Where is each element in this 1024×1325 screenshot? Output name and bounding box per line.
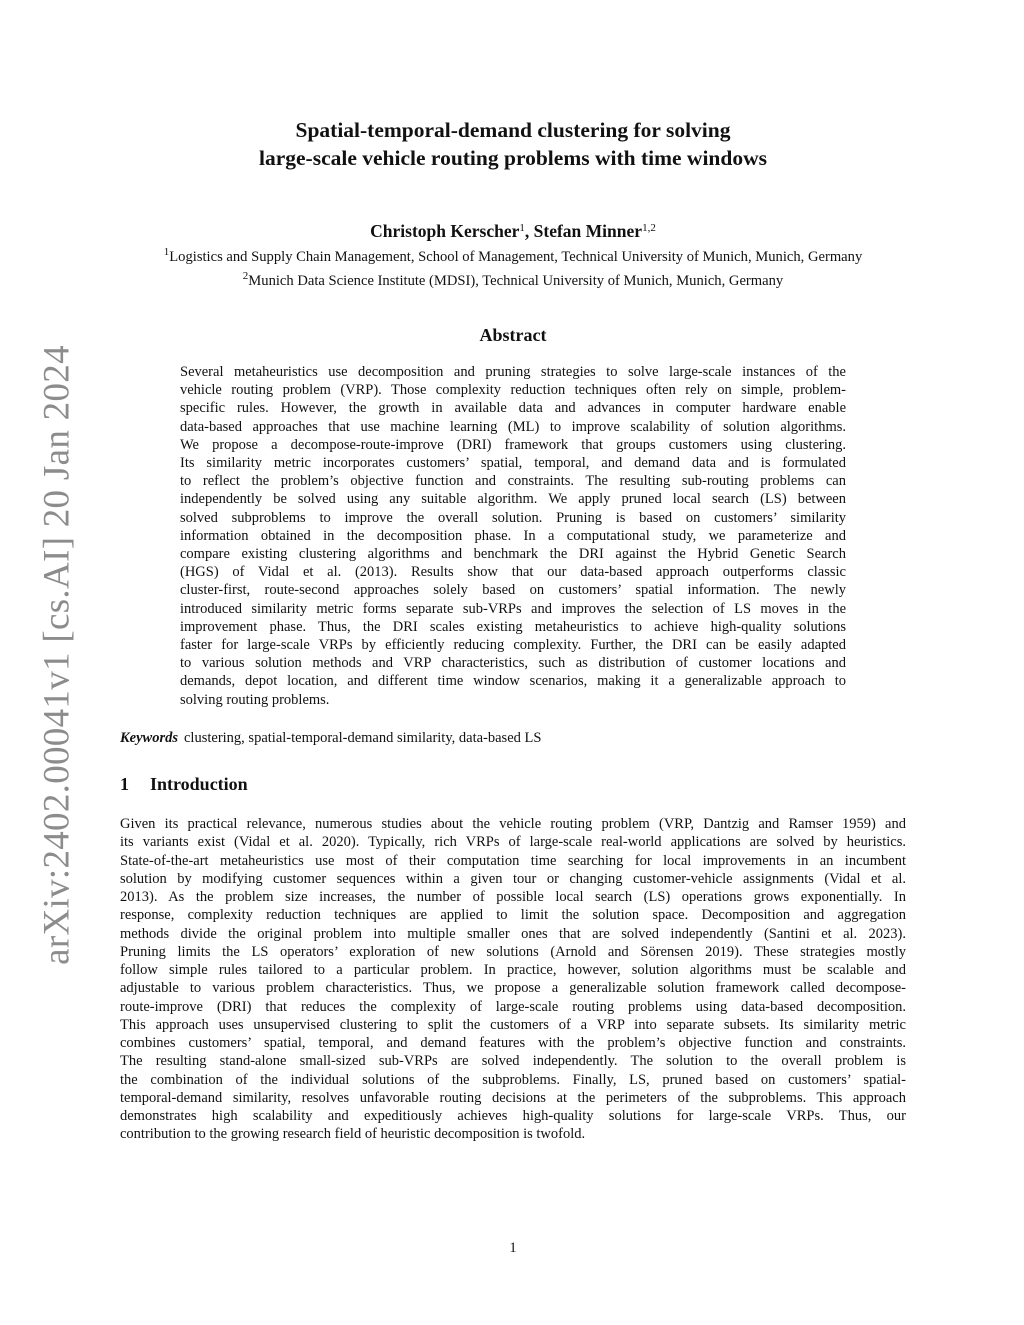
affiliation-line: [100, 267, 926, 291]
body-line: 2013). As the problem size increases, the number of possible local search (LS) operations grows exponentially. In: [120, 889, 906, 905]
body-line: The resulting stand-alone small-sized sub-VRPs are solved independently. The solution to the overall problem is: [120, 1053, 906, 1070]
section-title: Introduction: [150, 774, 248, 794]
abstract-line: compare existing clustering algorithms and benchmark the DRI against the Hybrid Genetic Search: [180, 546, 846, 563]
page-number: 1: [509, 1240, 517, 1256]
abstract-line: specific rules. However, the growth in available data and advances in computer hardware enable: [180, 400, 846, 417]
abstract-line: to reflect the problem’s objective function and constraints. The resulting sub-routing problems can: [180, 473, 846, 490]
body-line: methods divide the original problem into multiple smaller ones that are solved independently (Santini et al. 2023).: [120, 925, 906, 942]
abstract-line: We propose a decompose-route-improve (DRI) framework that groups customers using clustering.: [180, 436, 846, 453]
keywords-text: clustering, spatial-temporal-demand similarity, data-based LS: [184, 730, 542, 746]
body-line: route-improve (DRI) that reduces the complexity of large-scale routing problems using data-based decomposition.: [120, 998, 906, 1015]
body-line: demonstrates high scalability and expeditiously achieves high-quality solutions for large-scale VRPs. Thus, our: [120, 1108, 906, 1124]
author-name: Christoph Kerscher: [370, 221, 520, 241]
author-affiliation-marker: 1,2: [642, 222, 656, 234]
body-line: This approach uses unsupervised clustering to split the customers of a VRP into separate subsets. Its similarity metric: [120, 1016, 906, 1033]
abstract-line: Several metaheuristics use decomposition and pruning strategies to solve large-scale instances of the: [180, 364, 846, 380]
body-line: State-of-the-art metaheuristics use most of their computation time searching for local improvements in an incumbent: [120, 852, 906, 869]
keywords: [120, 729, 541, 748]
abstract-body: [180, 363, 846, 709]
affiliation-line: [100, 243, 926, 267]
abstract-line: faster for large-scale VRPs by efficiently reducing complexity. Further, the DRI can be easily adapted: [180, 637, 846, 654]
body-line: temporal-demand similarity, resolves unfavorable routing decisions at the perimeters of the subproblems. This approach: [120, 1089, 906, 1106]
abstract-line: independently be solved using any suitable algorithm. We apply pruned local search (LS) between: [180, 491, 846, 508]
abstract-line: solved subproblems to improve the overall solution. Pruning is based on customers’ similarity: [180, 509, 846, 526]
paper-title: [120, 116, 906, 172]
abstract-line: vehicle routing problem (VRP). Those complexity reduction techniques often rely on simple, problem-: [180, 382, 846, 399]
author-name: Stefan Minner: [533, 221, 643, 241]
abstract-line: (HGS) of Vidal et al. (2013). Results show that our data-based approach outperforms classic: [180, 564, 846, 581]
body-line: Given its practical relevance, numerous studies about the vehicle routing problem (VRP, Dantzig and Ramser 1959) and: [120, 816, 906, 832]
title-line: large-scale vehicle routing problems with time windows: [258, 146, 767, 170]
author-affiliation-marker: 1: [519, 222, 525, 234]
body-line: its variants exist (Vidal et al. 2020). Typically, rich VRPs of large-scale real-world applications are solved by heuristics.: [120, 834, 906, 851]
abstract-line: cluster-first, route-second approaches solely based on customers’ spatial information. The newly: [180, 582, 846, 599]
abstract-heading: Abstract: [479, 325, 547, 345]
abstract-line: solving routing problems.: [180, 691, 330, 708]
keywords-label: Keywords: [120, 730, 178, 746]
author-list: [120, 216, 906, 243]
introduction-body: [120, 815, 906, 1144]
affiliation-marker: 2: [242, 270, 249, 282]
body-line: combines customers’ spatial, temporal, and demand features with the problem’s objective function and constraints.: [120, 1035, 906, 1051]
section-heading: [120, 772, 248, 796]
abstract-line: to various solution methods and VRP characteristics, such as distribution of customer locations and: [180, 655, 846, 672]
body-line: Pruning limits the LS operators’ exploration of new solutions (Arnold and Sörensen 2019). These strategies mostly: [120, 943, 906, 960]
body-line: contribution to the growing research field of heuristic decomposition is twofold.: [120, 1126, 586, 1143]
title-line: Spatial-temporal-demand clustering for solving: [295, 118, 731, 142]
affiliation-text: Logistics and Supply Chain Management, School of Management, Technical University of Munich, Munich, Germany: [169, 249, 863, 265]
body-line: adjustable to various problem characteristics. Thus, we propose a generalizable solution framework called decompose-: [120, 980, 906, 997]
author-separator: ,: [524, 221, 534, 241]
section-number: 1: [120, 774, 129, 794]
abstract-line: demands, depot location, and different time window scenarios, making it a generalizable approach to: [180, 673, 846, 690]
affiliations: [100, 243, 926, 291]
body-line: the combination of the individual solutions of the subproblems. Finally, LS, pruned based on customers’ spatial-: [120, 1071, 906, 1088]
affiliation-text: Munich Data Science Institute (MDSI), Technical University of Munich, Munich, Germany: [248, 273, 784, 289]
abstract-line: Its similarity metric incorporates customers’ spatial, temporal, and demand data and is formulated: [180, 455, 846, 472]
abstract-line: introduced similarity metric forms separate sub-VRPs and improves the selection of LS moves in the: [180, 600, 846, 617]
abstract-line: data-based approaches that use machine learning (ML) to improve scalability of solution algorithms.: [180, 418, 846, 435]
body-line: solution by modifying customer sequences within a given tour or changing customer-vehicle assignments (Vidal et al.: [120, 870, 906, 887]
affiliation-marker: 1: [163, 246, 170, 258]
abstract-line: information obtained in the decomposition phase. In a computational study, we parameterize and: [180, 527, 846, 544]
arxiv-identifier-stamp: arXiv:2402.00041v1 [cs.AI] 20 Jan 2024: [36, 345, 78, 965]
body-line: response, complexity reduction techniques are applied to limit the solution space. Decomposition and aggregation: [120, 907, 906, 924]
body-line: follow simple rules tailored to a particular problem. In practice, however, solution algorithms must be scalable and: [120, 962, 906, 978]
abstract-line: improvement phase. Thus, the DRI scales existing metaheuristics to achieve high-quality solutions: [180, 618, 846, 635]
